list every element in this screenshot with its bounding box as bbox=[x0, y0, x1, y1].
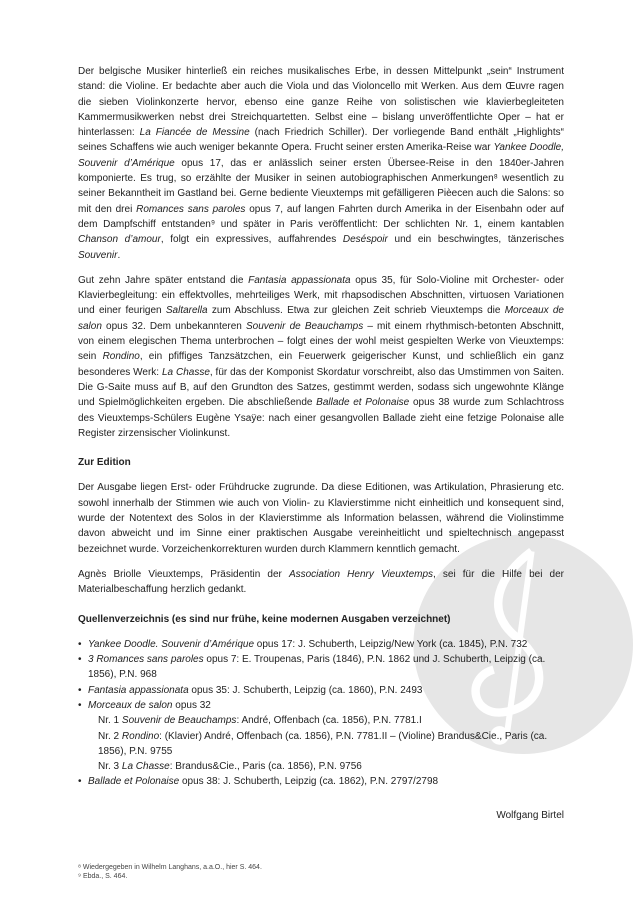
italic-title: Souvenir de Beauchamps bbox=[121, 715, 237, 727]
source-item bbox=[78, 652, 564, 683]
italic-title: La Chasse bbox=[161, 366, 210, 378]
paragraph bbox=[78, 64, 564, 263]
text-run: opus 7, auf langen Fahrten durch Amerika in der Eisenbahn oder auf dem Dampfschiff entstanden⁹ und später in Paris veröffentlicht: Der schlichten Nr. 1, einem kantablen bbox=[78, 203, 564, 230]
edition-heading: Zur Edition bbox=[78, 457, 131, 469]
text-run: Der belgische Musiker hinterließ ein reiches musikalisches Erbe, in dessen Mittelpunkt „sein“ Instrument stand: die Violine. Er bedachte aber auch die Viola und das Violoncello mit Werken. Aus dem Œuvre ragen die sieben Violinkonzerte hervor, ebenso eine ganze Reihe von solistischen wie klavierbegleiteten Kammermusikwerken nebst drei Streichquartetten. Selbst eine – bislang unveröffentlichte Oper – hat er hinterlassen: bbox=[78, 66, 564, 139]
text-run: Gut zehn Jahre später entstand die bbox=[78, 274, 249, 286]
italic-title: Souvenir de Beauchamps bbox=[246, 320, 364, 332]
text-run: : André, Offenbach (ca. 1856), P.N. 7781.I bbox=[236, 715, 422, 727]
text-run: opus 35, für Solo-Violine mit Orchester- oder Klavierbegleitung: ein effektvolles, mehrteiliges Werk, mit rhapsodischen Abschnitten, virtuosen Variationen und einer feurigen bbox=[78, 274, 564, 317]
italic-title: La Fiancée de Messine bbox=[139, 127, 250, 139]
source-item bbox=[78, 774, 564, 789]
italic-title: Deséspoir bbox=[342, 234, 388, 246]
italic-title: La Chasse bbox=[121, 761, 170, 773]
text-run: Agnès Briolle Vieuxtemps, Präsidentin der bbox=[78, 568, 289, 580]
text-run: Nr. 1 bbox=[98, 715, 122, 727]
footnotes bbox=[78, 863, 564, 901]
text-run: zum Abschluss. Etwa zur gleichen Zeit schrieb Vieuxtemps die bbox=[207, 305, 505, 317]
text-run: opus 35: J. Schuberth, Leipzig (ca. 1860), P.N. 2493 bbox=[188, 684, 423, 696]
source-subitem bbox=[88, 759, 564, 774]
text-run: : Brandus&Cie., Paris (ca. 1856), P.N. 9756 bbox=[169, 761, 362, 773]
paragraph bbox=[78, 273, 564, 441]
italic-title: Souvenir bbox=[78, 249, 118, 261]
text-run: : (Klavier) André, Offenbach (ca. 1856), P.N. 7781.II – (Violine) Brandus&Cie., Paris (ca. 1856), P.N. 9755 bbox=[98, 730, 548, 757]
footnote-9: ⁹ Ebda., S. 464. bbox=[78, 873, 128, 881]
text-run: – mit einem rhythmisch-betonten Abschnitt, von einem elegischen Thema unterbrochen – folgt eines der wohl meist gespielten Werke von Vieuxtemps: sein bbox=[78, 320, 564, 363]
text-run: Der Ausgabe liegen Erst- oder Frühdrucke zugrunde. Da diese Editionen, was Artikulation, Phrasierung etc. sowohl innerhalb der Stimmen wie auch von Violin- zu Klavierstimme nicht einheitlich und konsequent sind, wurde der Notentext des Solos in der Klavierstimme als Information belassen, während die Violinstimme davon abweicht und im Sinne einer praktischen Ausgabe vereinheitlicht und spieltechnisch angepasst bezeichnet wurde. Vorzeichenkorrekturen wurden durch Klammern kenntlich gemacht. bbox=[78, 482, 564, 555]
paragraph bbox=[78, 480, 564, 556]
text-run: (nach Friedrich Schiller). Der vorliegende Band enthält „Highlights“ seines Schaffens wie auch weniger bekannte Opera. Frucht seiner ersten Amerika-Reise war bbox=[78, 127, 564, 154]
sources-list bbox=[78, 637, 564, 790]
italic-title: Saltarella bbox=[165, 305, 208, 317]
italic-title: Ballade et Polonaise bbox=[316, 397, 410, 409]
edition-section bbox=[78, 480, 564, 597]
italic-title: Morceaux de salon bbox=[78, 305, 564, 332]
source-item bbox=[78, 683, 564, 698]
italic-title: Association Henry Vieuxtemps bbox=[288, 568, 434, 580]
footnote-8: ⁸ Wiedergegeben in Wilhelm Langhans, a.a.O., hier S. 464. bbox=[78, 864, 262, 872]
source-subitem bbox=[88, 713, 564, 728]
paragraph bbox=[78, 567, 564, 598]
italic-title: Morceaux de salon bbox=[88, 699, 173, 711]
text-run: , ein pfiffiges Tanzsätzchen, ein Feuerwerk geigerischer Kunst, und schließlich ein ganz besonderes Werk: bbox=[78, 351, 565, 378]
text-run: opus 38 wurde zum Schlachtross des Vieuxtemps-Schülers Eugène Ysaÿe: nach einer gesangvollen Ballade zieht eine fetzige Polonaise alle Register zirzensischer Violinkunst. bbox=[78, 397, 564, 439]
author-signature: Wolfgang Birtel bbox=[496, 809, 564, 821]
text-run: opus 38: J. Schuberth, Leipzig (ca. 1862), P.N. 2797/2798 bbox=[179, 776, 439, 788]
italic-title: Fantasia appassionata bbox=[248, 274, 351, 286]
source-item bbox=[78, 698, 564, 774]
text-run: opus 7: E. Troupenas, Paris (1846), P.N. 1862 und J. Schuberth, Leipzig (ca. 1856), P.N. 968 bbox=[88, 654, 546, 681]
italic-title: Rondino bbox=[121, 730, 160, 742]
text-run: , sei für die Hilfe bei der Materialbeschaffung herzlich gedankt. bbox=[78, 568, 564, 596]
text-run: und ein beschwingtes, tänzerisches bbox=[387, 234, 564, 246]
italic-title: Yankee Doodle. Souvenir d’Amérique bbox=[88, 638, 255, 650]
sources-heading: Quellenverzeichnis (es sind nur frühe, keine modernen Ausgaben verzeichnet) bbox=[78, 613, 451, 625]
document-page bbox=[78, 0, 564, 823]
text-run: Nr. 2 bbox=[98, 730, 122, 742]
source-subitem bbox=[88, 729, 564, 760]
text-run: opus 17, das er anlässlich seiner ersten Übersee-Reise in den 1840er-Jahren komponierte. Es trug, so erzählte der Musiker in seinen autobiographischen Anmerkungen⁸ wesentlich zu seiner Bekanntheit im Gastland bei. Gerne bediente Vieuxtemps mit gefälligeren Pièecen auch die Salons: so mit den drei bbox=[78, 157, 564, 215]
italic-title: Yankee Doodle, Souvenir d’Amérique bbox=[78, 142, 565, 169]
text-run: opus 17: J. Schuberth, Leipzig/New York (ca. 1845), P.N. 732 bbox=[254, 638, 528, 650]
italic-title: Chanson d’amour bbox=[78, 234, 161, 246]
italic-title: 3 Romances sans paroles bbox=[88, 654, 204, 666]
text-run: , für das der Komponist Skordatur vorschreibt, also das Umstimmen von Saiten. Die G-Saite muss auf B, auf den Grundton des Satzes, gestimmt werden, sodass sich ungewohnte Klänge und Spielmöglichkeiten ergeben. Die abschließende bbox=[78, 366, 564, 409]
source-item bbox=[78, 637, 564, 652]
italic-title: Romances sans paroles bbox=[136, 203, 246, 215]
text-run: Nr. 3 bbox=[98, 761, 122, 773]
italic-title: Rondino bbox=[102, 351, 140, 363]
text-run: opus 32. Dem unbekannteren bbox=[101, 320, 246, 332]
introduction-section bbox=[78, 64, 564, 441]
text-run: opus 32 bbox=[172, 699, 211, 711]
text-run: . bbox=[117, 249, 121, 261]
text-run: , folgt ein expressives, auffahrendes bbox=[160, 234, 343, 246]
italic-title: Fantasia appassionata bbox=[88, 684, 189, 696]
italic-title: Ballade et Polonaise bbox=[88, 776, 180, 788]
